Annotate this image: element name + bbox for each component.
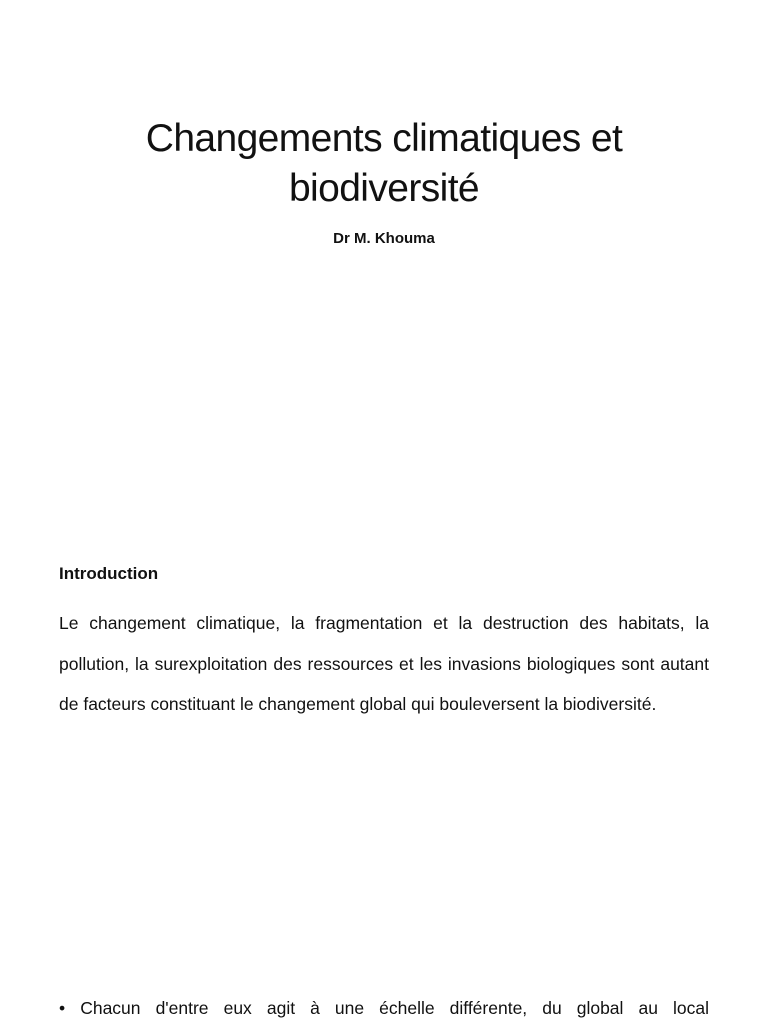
section-heading: Introduction: [59, 564, 159, 583]
author-name: Dr M. Khouma: [333, 230, 435, 247]
bullet-symbol: •: [59, 998, 66, 1018]
title-line-1: Changements climatiques et: [145, 117, 623, 160]
bullet-text: Chacun d'entre eux agit à une échelle différente, du global au local: [80, 998, 709, 1018]
title-line-2: biodiversité: [288, 167, 480, 210]
intro-paragraph: Le changement climatique, la fragmentation et la destruction des habitats, la pollution, la surexploitation des ressources et les invasions biologiques sont autant de facteurs constituant le changement global qui bouleversent la biodiversité.: [59, 613, 709, 714]
bullet-item: [59, 988, 709, 1024]
document-title: [40, 114, 728, 214]
